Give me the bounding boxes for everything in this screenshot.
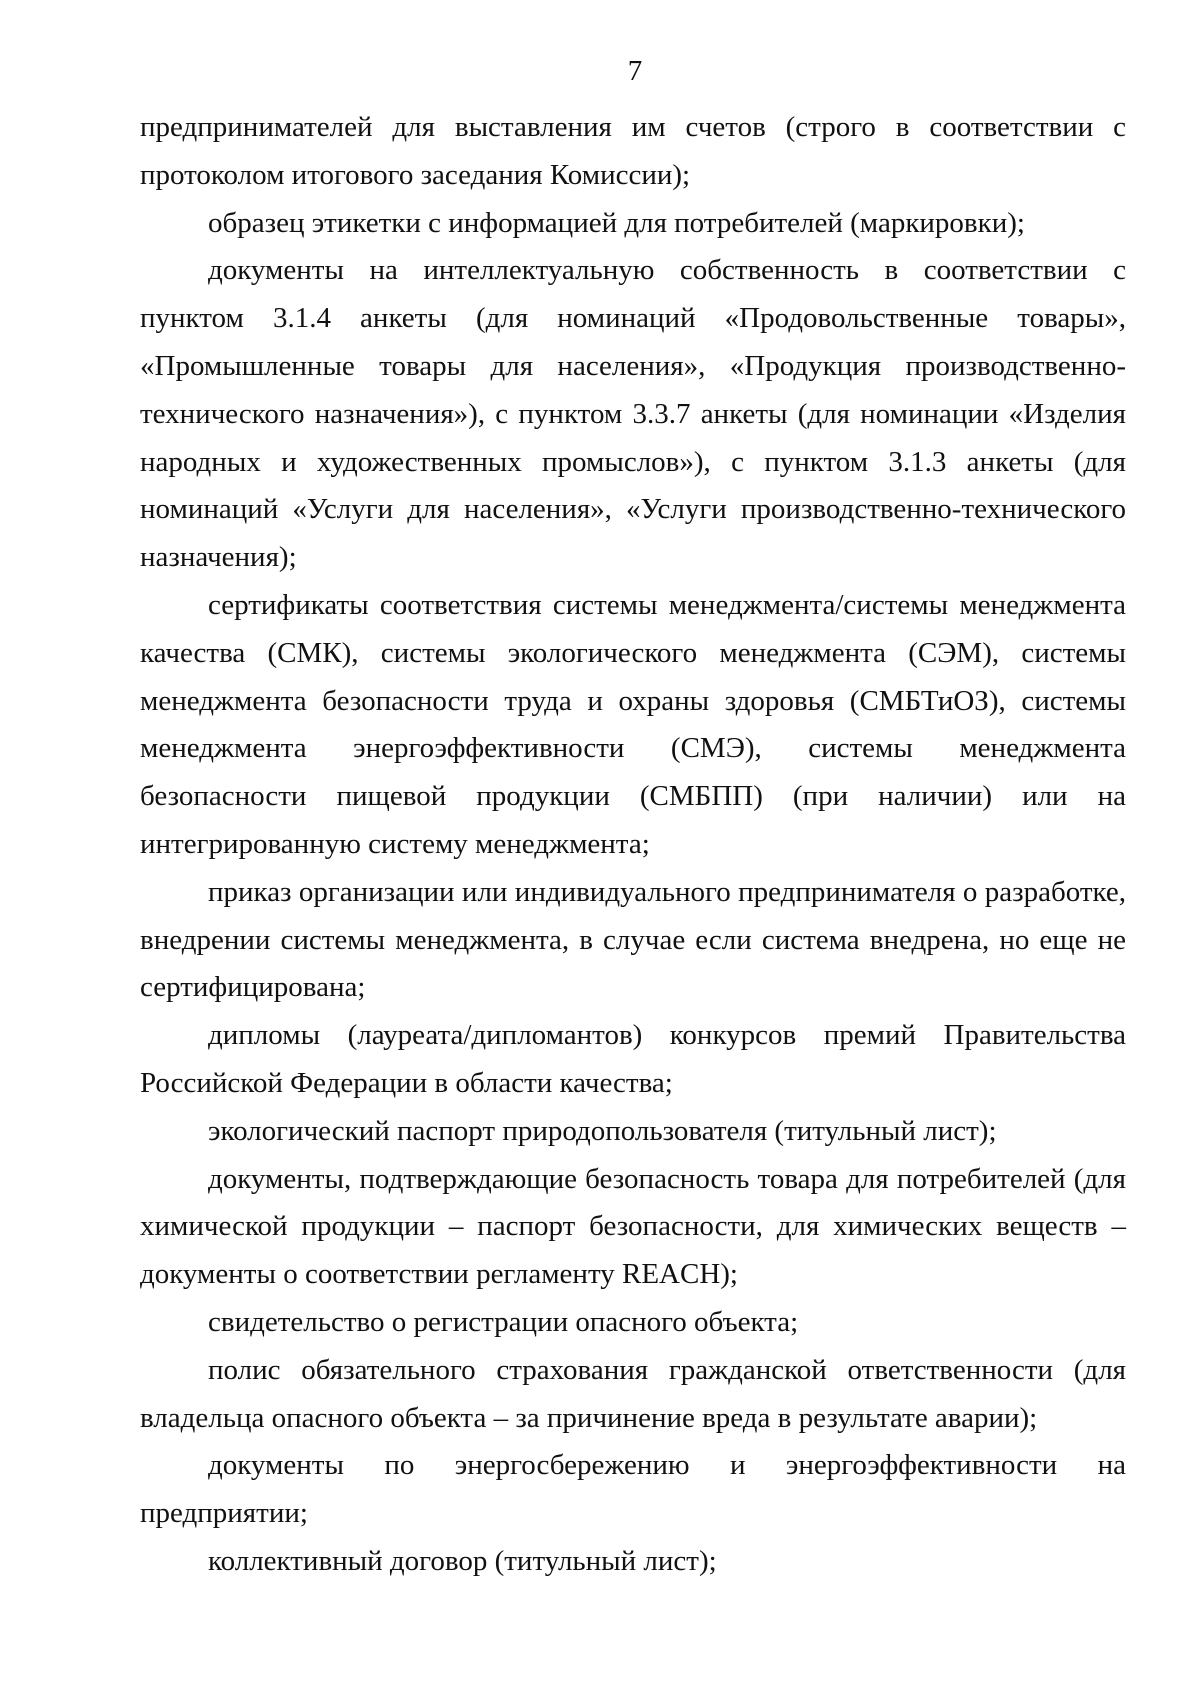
paragraph-liability-insurance: полис обязательного страхования гражданской ответственности (для владельца опасного объекта – за причинение вреда в результате аварии); (140, 1353, 1126, 1434)
paragraph-entrepreneurs-invoices: предпринимателей для выставления им счетов (строго в соответствии с протоколом итогового заседания Комиссии); (140, 111, 1126, 191)
paragraph-energy-documents: документы по энергосбережению и энергоэффективности на предприятии; (140, 1449, 1126, 1530)
paragraph-label-sample: образец этикетки с информацией для потребителей (маркировки); (208, 206, 1025, 239)
paragraph-hazard-registration: свидетельство о регистрации опасного объекта; (208, 1305, 799, 1338)
paragraph-intellectual-property: документы на интеллектуальную собственность в соответствии с пунктом 3.1.4 анкеты (для номинаций «Продовольственные товары», «Промышленные товары для населения», «Продукция производственно-технического назначения»), с пунктом 3.3.7 анкеты (для номинации «Изделия народных и художественных промыслов»), с пунктом 3.1.3 анкеты (для номинаций «Услуги для населения», «Услуги производственно-технического назначения); (140, 254, 1126, 574)
document-body (140, 104, 1126, 1586)
page-number: 7 (627, 55, 643, 87)
paragraph-collective-agreement: коллективный договор (титульный лист); (208, 1544, 717, 1577)
paragraph-government-prize-diplomas: дипломы (лауреата/дипломантов) конкурсов премий Правительства Российской Федерации в области качества; (140, 1019, 1126, 1099)
paragraph-management-certificates: сертификаты соответствия системы менеджмента/системы менеджмента качества (СМК), системы экологического менеджмента (СЭМ), системы менеджмента безопасности труда и охраны здоровья (СМБТиОЗ), системы менеджмента энергоэффективности (СМЭ), системы менеджмента безопасности пищевой продукции (СМБПП) (при наличии) или на интегрированную систему менеджмента; (140, 588, 1126, 860)
paragraph-implementation-order: приказ организации или индивидуального предпринимателя о разработке, внедрении системы менеджмента, в случае если система внедрена, но еще не сертифицирована; (140, 875, 1126, 1004)
paragraph-ecological-passport: экологический паспорт природопользователя (титульный лист); (208, 1114, 997, 1147)
paragraph-safety-documents: документы, подтверждающие безопасность товара для потребителей (для химической продукции – паспорт безопасности, для химических веществ – документы о соответствии регламенту REACH); (140, 1162, 1126, 1291)
